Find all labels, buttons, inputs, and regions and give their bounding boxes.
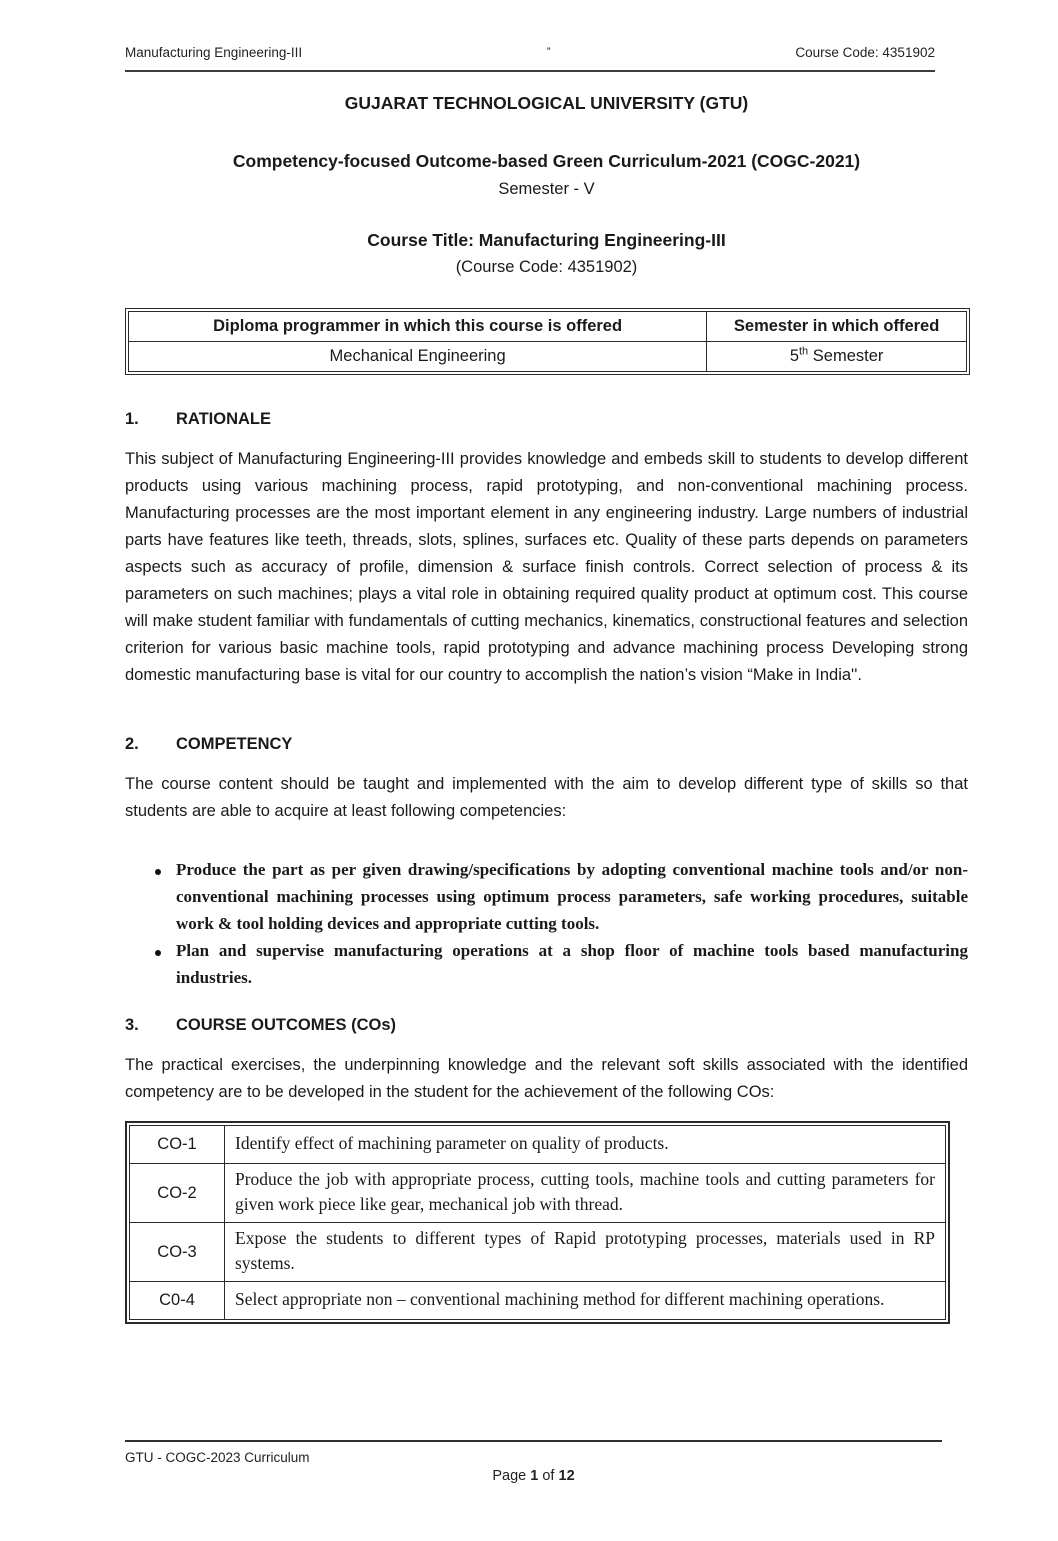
page-current-number: 1 [530,1468,539,1484]
co-code-cell: C0-4 [130,1282,225,1320]
offer-col-semester-header: Semester in which offered [707,312,967,342]
curriculum-title: Competency-focused Outcome-based Green Curriculum-2021 (COGC-2021) [232,151,861,171]
header-course-code: Course Code: 4351902 [795,45,935,60]
offer-table-data-row [129,342,967,372]
section-outcomes-number: 3. [125,1016,139,1034]
document-body [125,410,968,1106]
course-code-subtitle: (Course Code: 4351902) [455,258,638,276]
co-description-cell: Expose the students to different types of Rapid prototyping processes, materials used in RP systems. [225,1223,946,1282]
semester-number: 5 [789,347,799,365]
list-item [125,937,968,991]
table-row [130,1282,946,1320]
section-competency-title: COMPETENCY [176,735,293,753]
competency-bullet-text: Produce the part as per given drawing/specifications by adopting conventional machine tools and/or non-conventional machining processes using optimum process parameters, safe working procedures, suitable work & tool holding devices and appropriate cutting tools. [176,860,968,933]
table-row [130,1223,946,1282]
document-page [0,44,1058,1541]
course-outcomes-table-wrapper [125,1121,950,1324]
table-row [130,1126,946,1164]
bullet-marker [125,937,176,991]
page-total-number: 12 [558,1468,575,1484]
semester-ordinal-suffix: th [799,345,809,358]
bullet-dot-icon [155,869,161,875]
course-title: Course Title: Manufacturing Engineering-III [367,230,726,250]
list-item [125,856,968,937]
page-footer [125,1440,942,1484]
rationale-paragraph: This subject of Manufacturing Engineering-III provides knowledge and embeds skill to students to develop different products using various machining process, rapid prototyping, and non-conventional machining process. Manufacturing processes are the most important element in any engineering industry. Large numbers of industrial parts have features like teeth, threads, slots, splines, surfaces etc. Quality of these parts depends on parameters aspects such as accuracy of profile, dimension & surface finish controls. Correct selection of process & its parameters on such machines; plays a vital role in obtaining required quality product at optimum cost. This course will make student familiar with fundamentals of cutting mechanics, kinematics, constructional features and selection criterion for various basic machine tools, rapid prototyping and advance machining process Developing strong domestic manufacturing base is vital for our country to accomplish the nation’s vision “Make in India''. [125,450,968,684]
header-course-name: Manufacturing Engineering-III [125,45,303,60]
header-center-mark: ” [546,46,551,58]
section-outcomes-title: COURSE OUTCOMES (COs) [176,1016,397,1034]
university-title: GUJARAT TECHNOLOGICAL UNIVERSITY (GTU) [344,93,749,113]
competency-bullet-list [125,856,968,991]
offer-table-header-row [129,312,967,342]
section-outcomes-heading [125,1016,968,1035]
semester-word: Semester [808,347,884,365]
semester-cell [707,342,967,372]
title-block [125,93,968,277]
co-code-cell: CO-1 [130,1126,225,1164]
section-rationale-heading [125,410,968,429]
outcomes-intro-paragraph: The practical exercises, the underpinning knowledge and the relevant soft skills associated with the identified competency are to be developed in the student for the achievement of the following COs: [125,1056,968,1101]
page-word: Page [492,1468,531,1484]
section-rationale-number: 1. [125,410,139,428]
course-outcomes-table [129,1125,946,1320]
co-code-cell: CO-2 [130,1164,225,1223]
offer-table [128,311,967,372]
co-code-cell: CO-3 [130,1223,225,1282]
program-cell: Mechanical Engineering [129,342,707,372]
semester-subtitle: Semester - V [498,180,595,198]
bullet-marker [125,856,176,937]
competency-bullet-text: Plan and supervise manufacturing operations at a shop floor of machine tools based manufacturing industries. [176,941,968,987]
co-description-cell: Produce the job with appropriate process, cutting tools, machine tools and cutting parameters for given work piece like gear, mechanical job with thread. [225,1164,946,1223]
co-description-cell: Select appropriate non – conventional machining method for different machining operations. [225,1282,946,1320]
page-of-word: of [538,1468,559,1484]
offer-col-program-header: Diploma programmer in which this course is offered [129,312,707,342]
footer-curriculum-label: GTU - COGC-2023 Curriculum [125,1450,310,1465]
competency-intro-paragraph: The course content should be taught and implemented with the aim to develop different type of skills so that students are able to acquire at least following competencies: [125,775,968,820]
page-number-indicator [125,1468,942,1484]
section-competency-heading [125,735,968,754]
table-row [130,1164,946,1223]
co-description-cell: Identify effect of machining parameter on quality of products. [225,1126,946,1164]
section-rationale-title: RATIONALE [176,410,272,428]
offer-table-wrapper [125,308,970,375]
section-competency-number: 2. [125,735,139,753]
bullet-dot-icon [155,950,161,956]
page-header [125,44,935,72]
